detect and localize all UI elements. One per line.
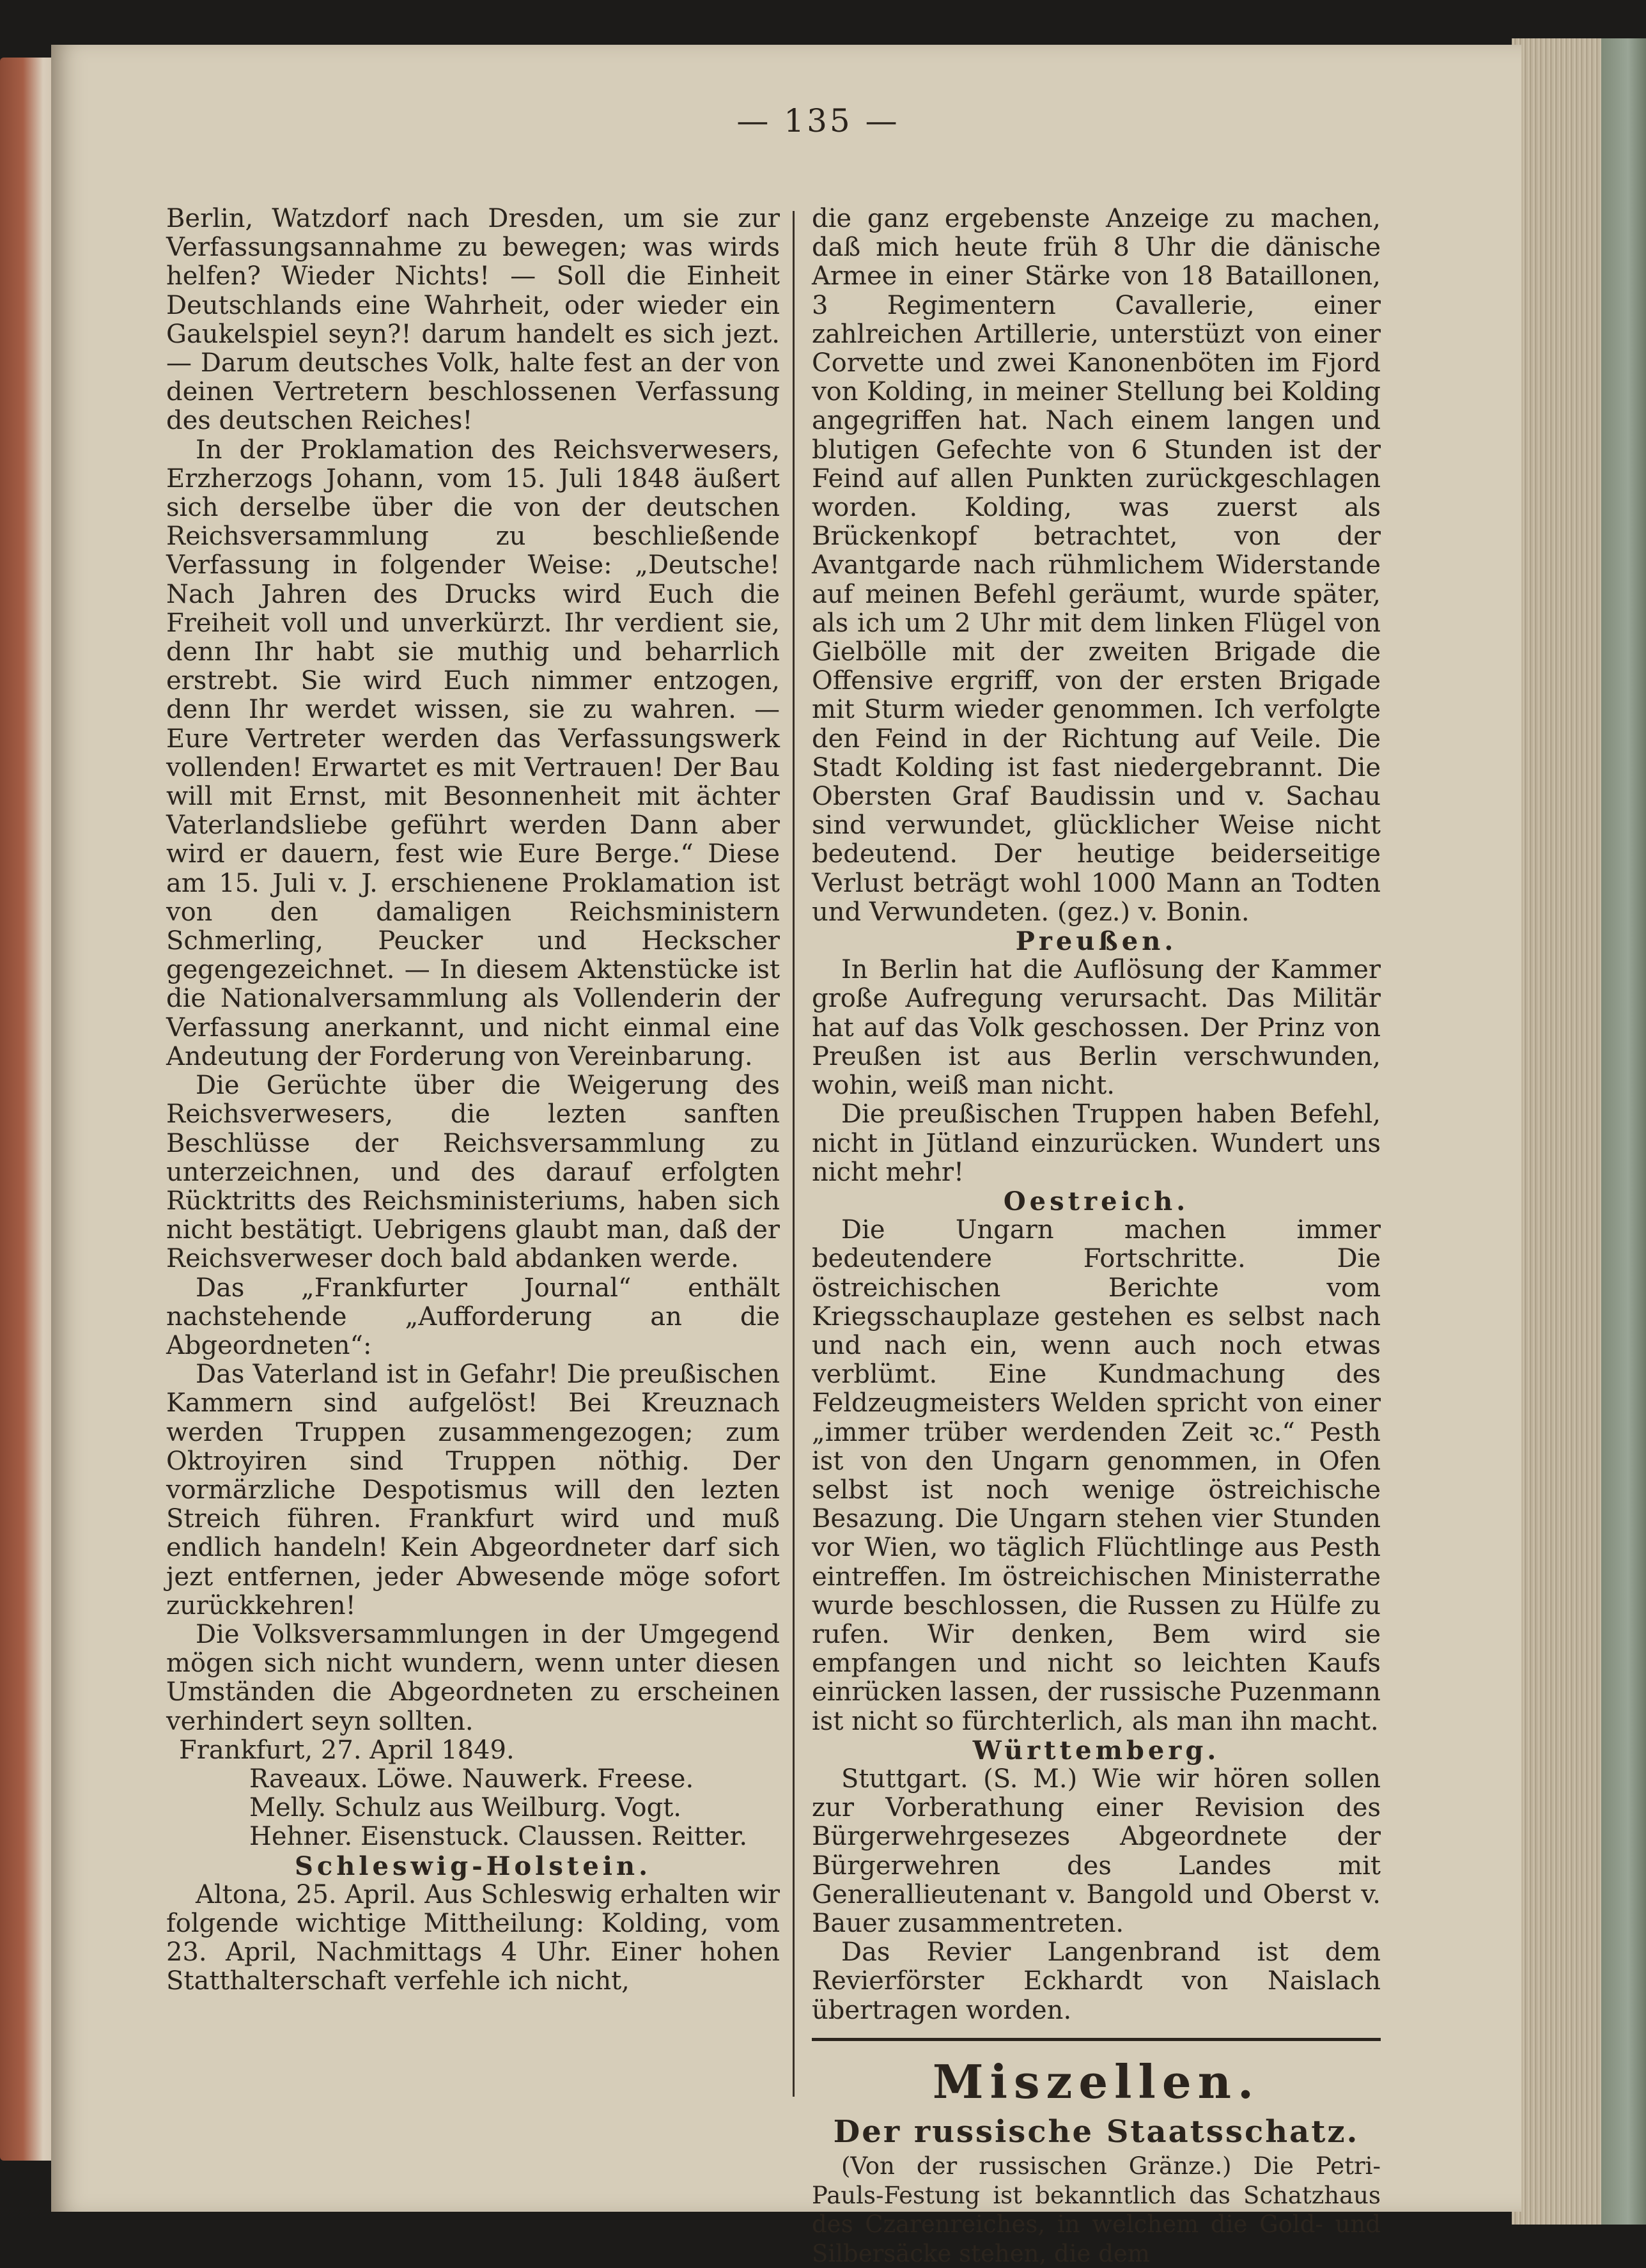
- book-cover-edge: [1601, 38, 1646, 2225]
- column-divider: [793, 211, 795, 2097]
- section-heading-oestreich: Oestreich.: [1003, 1186, 1190, 1216]
- left-paragraph-2: In der Proklamation des Reichsverwesers, Erzherzogs Johann, vom 15. Juli 1848 äußert sich derselbe über die von der deutschen Reichsversammlung zu beschließende Verfassung in folgender Weise: „Deutsche! Nach Jahren des Drucks wird Euch die Freiheit voll und unverkürzt. Ihr verdient sie, denn Ihr habt sie muthig und beharrlich erstrebt. Sie wird Euch nimmer entzogen, denn Ihr werdet wissen, sie zu wahren. — Eure Vertreter werden das Verfassungswerk vollenden! Erwartet es mit Vertrauen! Der Bau will mit Ernst, mit Besonnenheit mit ächter Vaterlandsliebe geführt werden Dann aber wird er dauern, fest wie Eure Berge.“ Diese am 15. Juli v. J. erschienene Proklamation ist von den damaligen Reichsministern Schmerling, Peucker und Heckscher gegengezeichnet. — In diesem Aktenstücke ist die Nationalversammlung als Vollenderin der Verfassung anerkannt, und nicht einmal eine Andeutung der Forderung von Vereinbarung.: [166, 435, 780, 1071]
- signature-line-1: Raveaux. Löwe. Nauwerk. Freese.: [249, 1764, 694, 1794]
- article-title: Der russische Staatsschatz.: [833, 2113, 1360, 2150]
- article-text: (Von der russischen Gränze.) Die Petri-Pauls-Festung ist bekanntlich das Schatzhaus des Czarenreiches, in welchem die Gold- und Silbersäcke stehen, die dem: [812, 2152, 1381, 2267]
- left-paragraph-7: Altona, 25. April. Aus Schleswig erhalten wir folgende wichtige Mittheilung: Kolding, vom 23. April, Nachmittags 4 Uhr. Einer hohen Statthalterschaft verfehle ich nicht,: [166, 1879, 780, 1996]
- section-heading-wuerttemberg: Württemberg.: [972, 1735, 1220, 1766]
- miscellany-title: Miszellen.: [932, 2054, 1261, 2109]
- right-paragraph-3: Die preußischen Truppen haben Befehl, nicht in Jütland einzurücken. Wundert uns nicht mehr!: [812, 1099, 1381, 1187]
- left-page-edge: [0, 58, 58, 2161]
- right-paragraph-1: die ganz ergebenste Anzeige zu machen, daß mich heute früh 8 Uhr die dänische Armee in einer Stärke von 18 Bataillonen, 3 Regimentern Cavallerie, einer zahlreichen Artillerie, unterstüzt von einer Corvette und zwei Kanonenböten im Fjord von Kolding, in meiner Stellung bei Kolding angegriffen hat. Nach einem langen und blutigen Gefechte von 6 Stunden ist der Feind auf allen Punkten zurückgeschlagen worden. Kolding, was zuerst als Brückenkopf betrachtet, von der Avantgarde nach rühmlichem Widerstande auf meinen Befehl geräumt, wurde später, als ich um 2 Uhr mit dem linken Flügel von Gielbölle mit der zweiten Brigade die Offensive ergriff, von der ersten Brigade mit Sturm wieder genommen. Ich verfolgte den Feind in der Richtung auf Veile. Die Stadt Kolding ist fast niedergebrannt. Die Obersten Graf Baudissin und v. Sachau sind verwundet, glücklicher Weise nicht bedeutend. Der heutige beiderseitige Verlust beträgt wohl 1000 Mann an Todten und Verwundeten. (gez.) v. Bonin.: [812, 204, 1381, 927]
- right-paragraph-2: In Berlin hat die Auflösung der Kammer große Aufregung verursacht. Das Militär hat auf das Volk geschossen. Der Prinz von Preußen ist aus Berlin verschwunden, wohin, weiß man nicht.: [812, 955, 1381, 1101]
- left-paragraph-6: Die Volksversammlungen in der Umgegend mögen sich nicht wundern, wenn unter diesen Umständen die Abgeordneten zu erscheinen verhindert seyn sollten.: [166, 1619, 780, 1736]
- left-paragraph-3: Die Gerüchte über die Weigerung des Reichsverwesers, die lezten sanften Beschlüsse der Reichsversammlung zu unterzeichnen, und des darauf erfolgten Rücktritts des Reichsministeriums, haben sich nicht bestätigt. Uebrigens glaubt man, daß der Reichsverweser doch bald abdanken werde.: [166, 1071, 780, 1274]
- right-paragraph-4: Die Ungarn machen immer bedeutendere Fortschritte. Die östreichischen Berichte vom Kriegsschauplaze gestehen es selbst nach und nach ein, wenn auch noch etwas verblümt. Eine Kundmachung des Feldzeugmeisters Welden spricht von einer „immer trüber werdenden Zeit ꝛc.“ Pesth ist von den Ungarn genommen, in Ofen selbst ist noch wenige östreichische Besazung. Die Ungarn stehen vier Stunden vor Wien, wo täglich Flüchtlinge aus Pesth eintreffen. Im östreichischen Ministerrathe wurde beschlossen, die Russen zu Hülfe zu rufen. Wir denken, Bem wird sie empfangen und nicht so leichten Kaufs einrücken lassen, der russische Puzenmann ist nicht so fürchterlich, als man ihn macht.: [812, 1215, 1381, 1736]
- right-paragraph-5: Stuttgart. (S. M.) Wie wir hören sollen zur Vorberathung einer Revision des Bürgerwehrgesezes Abgeordnete der Bürgerwehren des Landes mit Generallieutenant v. Bangold und Oberst v. Bauer zusammentreten.: [812, 1764, 1381, 1938]
- page-number: — 135 —: [736, 102, 900, 139]
- newspaper-page: [51, 45, 1521, 2267]
- section-heading-preussen: Preußen.: [1015, 926, 1177, 957]
- section-rule: [812, 2038, 1381, 2041]
- signature-line-3: Hehner. Eisenstuck. Claussen. Reitter.: [249, 1822, 748, 1852]
- left-paragraph-5: Das Vaterland ist in Gefahr! Die preußischen Kammern sind aufgelöst! Bei Kreuznach werden Truppen zusammengezogen; zum Oktroyiren sind Truppen nöthig. Der vormärzliche Despotismus will den lezten Streich führen. Frankfurt wird und muß endlich handeln! Kein Abgeordneter darf sich jezt entfernen, jeder Abwesende möge sofort zurückkehren!: [166, 1360, 780, 1620]
- section-heading-schleswig: Schleswig-Holstein.: [294, 1851, 651, 1881]
- place-date: Frankfurt, 27. April 1849.: [179, 1735, 515, 1765]
- left-paragraph-1: Berlin, Watzdorf nach Dresden, um sie zur Verfassungsannahme zu bewegen; was wirds helfen? Wieder Nichts! — Soll die Einheit Deutschlands eine Wahrheit, oder wieder ein Gaukelspiel seyn?! darum handelt es sich jezt. — Darum deutsches Volk, halte fest an der von deinen Vertretern beschlossenen Verfassung des deutschen Reiches!: [166, 204, 780, 436]
- right-column: [812, 205, 1381, 2268]
- left-column: [166, 205, 780, 1996]
- right-paragraph-6: Das Revier Langenbrand ist dem Revierförster Eckhardt von Naislach übertragen worden.: [812, 1938, 1381, 2025]
- signature-line-2: Melly. Schulz aus Weilburg. Vogt.: [249, 1793, 682, 1823]
- left-paragraph-4: Das „Frankfurter Journal“ enthält nachstehende „Aufforderung an die Abgeordneten“:: [166, 1273, 780, 1360]
